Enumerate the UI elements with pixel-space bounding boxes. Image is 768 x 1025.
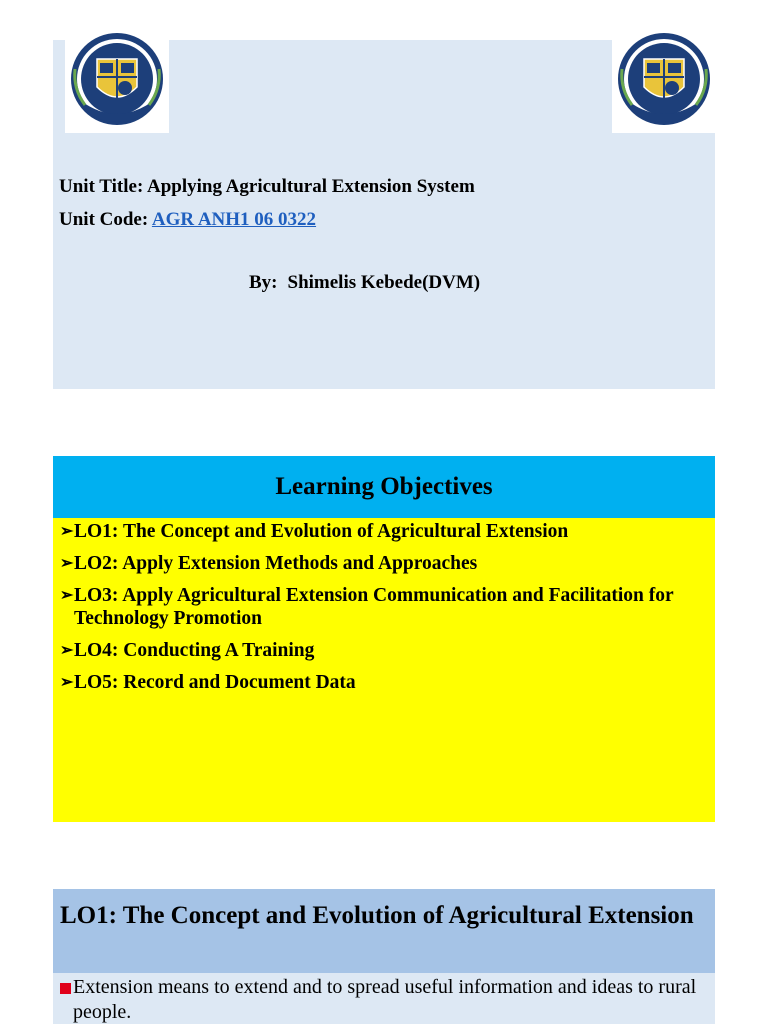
objective-item bbox=[60, 584, 710, 630]
objectives-header bbox=[53, 456, 715, 518]
college-seal-icon bbox=[614, 29, 714, 129]
college-seal-icon bbox=[67, 29, 167, 129]
college-logo-right bbox=[612, 25, 716, 133]
objective-text: LO1: The Concept and Evolution of Agricultural Extension bbox=[74, 521, 569, 542]
square-bullet-icon bbox=[60, 983, 71, 994]
arrow-bullet-icon: ➢ bbox=[60, 674, 74, 691]
title-slide bbox=[53, 40, 715, 389]
arrow-bullet-icon: ➢ bbox=[60, 523, 74, 540]
unit-title bbox=[59, 176, 475, 198]
college-logo-left bbox=[65, 25, 169, 133]
unit-code-link[interactable]: AGR ANH1 06 0322 bbox=[151, 209, 317, 230]
unit-title-label: Unit Title: bbox=[59, 176, 144, 197]
author-byline bbox=[249, 272, 480, 294]
objective-text: LO3: Apply Agricultural Extension Communication and Facilitation for Technology Promotion bbox=[74, 585, 674, 629]
objective-item bbox=[60, 552, 710, 575]
arrow-bullet-icon: ➢ bbox=[60, 555, 74, 572]
arrow-bullet-icon: ➢ bbox=[60, 642, 74, 659]
unit-code-label: Unit Code: bbox=[59, 209, 149, 230]
objective-text: LO2: Apply Extension Methods and Approaches bbox=[74, 553, 478, 574]
objective-item bbox=[60, 639, 710, 662]
unit-title-value: Applying Agricultural Extension System bbox=[146, 176, 475, 197]
unit-code bbox=[59, 209, 316, 231]
objectives-slide bbox=[53, 456, 715, 822]
objective-item bbox=[60, 671, 710, 694]
lo1-bullet-text: Extension means to extend and to spread useful information and ideas to rural people. bbox=[73, 976, 697, 1023]
lo1-slide bbox=[53, 889, 715, 1024]
by-label: By: bbox=[249, 272, 278, 293]
objective-item bbox=[60, 520, 710, 543]
objective-text: LO4: Conducting A Training bbox=[74, 640, 315, 661]
arrow-bullet-icon: ➢ bbox=[60, 587, 74, 604]
objective-text: LO5: Record and Document Data bbox=[74, 672, 356, 693]
objectives-title: Learning Objectives bbox=[275, 473, 493, 500]
lo1-header bbox=[53, 889, 715, 973]
lo1-title: LO1: The Concept and Evolution of Agricultural Extension bbox=[60, 902, 694, 929]
author-name: Shimelis Kebede(DVM) bbox=[287, 272, 481, 293]
lo1-bullet bbox=[60, 975, 710, 1025]
objectives-list bbox=[60, 520, 710, 703]
